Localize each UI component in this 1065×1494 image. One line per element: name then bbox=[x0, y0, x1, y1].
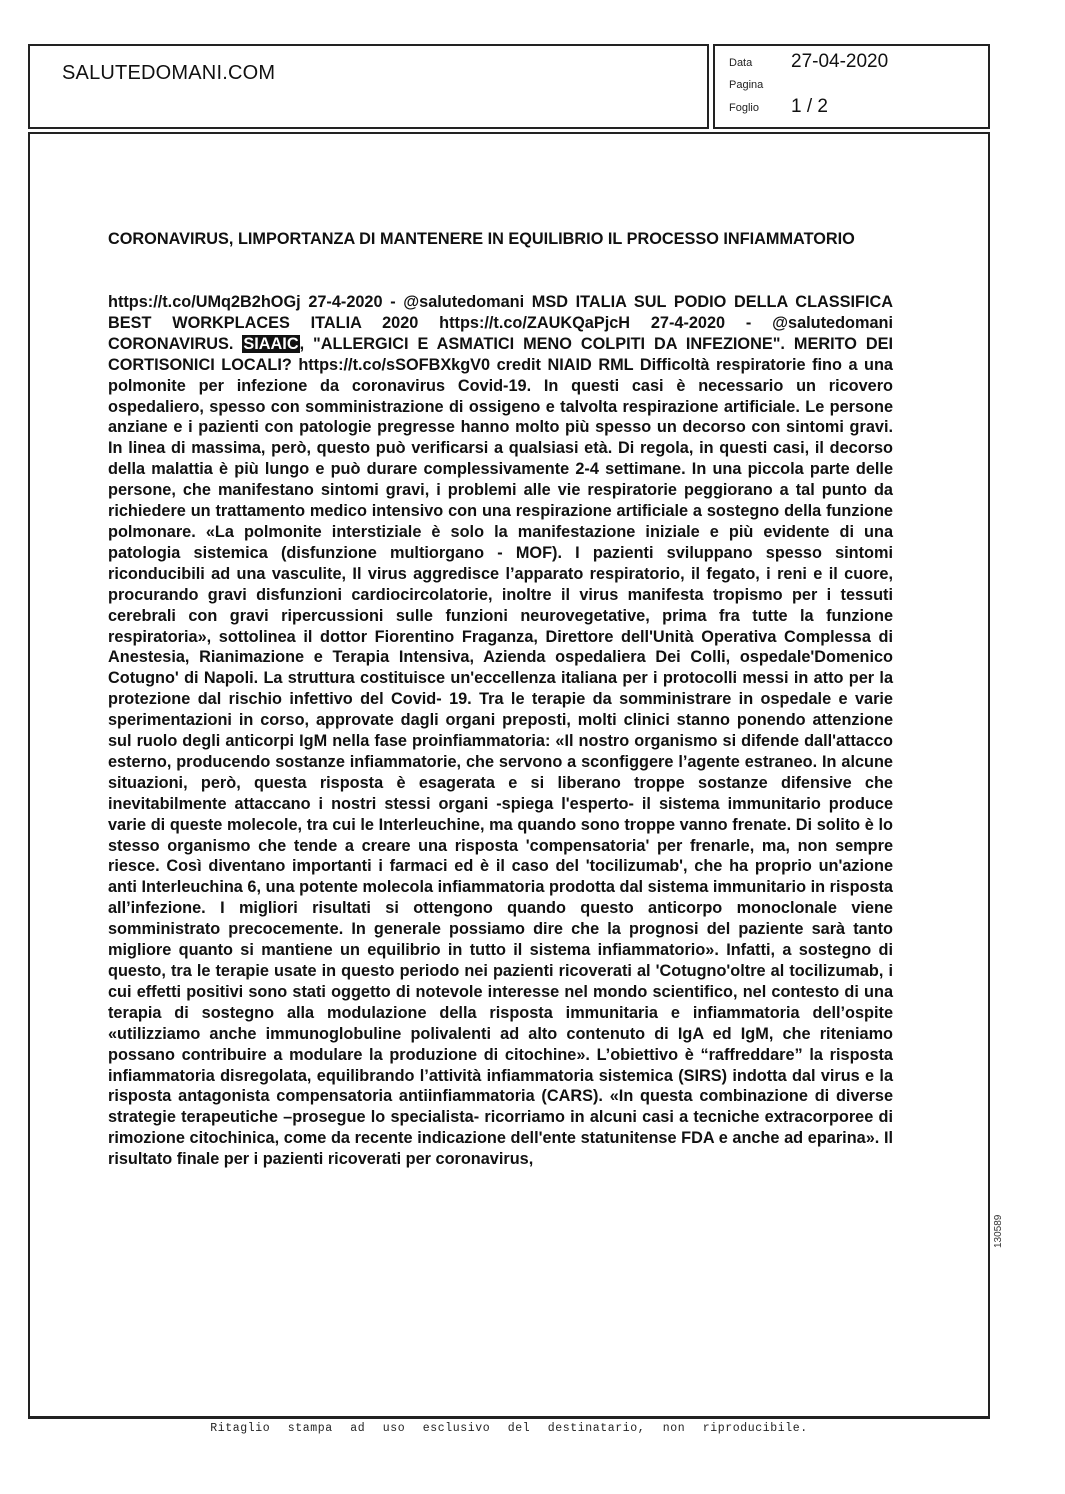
header-site-box bbox=[28, 44, 709, 129]
highlighted-term: SIAAIC bbox=[243, 334, 299, 353]
footer-disclaimer: Ritaglio stampa ad uso esclusivo del destinatario, non riproducibile. bbox=[210, 1422, 808, 1435]
date-label: Data bbox=[729, 57, 753, 69]
sheet-value: 1 / 2 bbox=[791, 96, 828, 117]
article-body: Difficoltà respiratorie fino a una polmonite per infezione da coronavirus Covid-19. In questi casi è necessario un ricovero ospedaliero, spesso con somministrazione di ossigeno e talvolta respirazione artificiale. Le persone anziane e i pazienti con patologie pregresse hanno molto più spesso un decorso con sintomi gravi. In linea di massima, però, questo può verificarsi a qualsiasi età. Di regola, in questi casi, il decorso della malattia è più lungo e può durare complessivamente 2-4 settimane. In una piccola parte delle persone, che manifestano sintomi gravi, i problemi alle vie respiratorie peggiorano a tal punto da richiedere un trattamento medico intensivo con una respirazione artificiale a sostegno della funzione polmonare. «La polmonite interstiziale è solo la manifestazione iniziale e più evidente di una patologia sistemica (disfunzione multiorgano - MOF). I pazienti sviluppano spesso sintomi riconducibili ad una vasculite, Il virus aggredisce l’apparato respiratorio, il fegato, i reni e il cuore, procurando gravi disfunzioni cardiocircolatorie, inoltre il virus manifesta tropismo per i tessuti cerebrali con gravi ripercussioni sulle funzioni neurovegetative, prima fra tutte la funzione respiratoria», sottolinea il dottor Fiorentino Fraganza, Direttore dell'Unità Operativa Complessa di Anestesia, Rianimazione e Terapia Intensiva, Azienda ospedaliera Dei Colli, ospedale'Domenico Cotugno' di Napoli. La struttura costituisce un'eccellenza italiana per i protocolli messi in atto per la protezione dal rischio infettivo del Covid- 19. Tra le terapie da somministrare in ospedale e varie sperimentazioni in corso, approvate dagli organi preposti, molti clinici stanno ponendo attenzione sul ruolo degli anticorpi IgM nella fase proinfiammatoria: «Il nostro organismo si difende dall'attacco esterno, producendo sostanze infiammatorie, che servono a sconfiggere l’agente estraneo. In alcune situazioni, però, questa risposta è esagerata e si liberano troppe sostanze difensive che inevitabilmente attaccano i nostri stessi organi -spiega l'esperto- il sistema immunitario produce varie di queste molecole, tra cui le Interleuchine, ma quando sono troppe vanno frenate. Di solito è lo stesso organismo che tende a creare una risposta 'compensatoria' per frenarle, ma, non sempre riesce. Così diventano importanti i farmaci ed è il caso del 'tocilizumab', che ha proprio un'azione anti Interleuchina 6, una potente molecola infiammatoria prodotta dal sistema immunitario in risposta all’infezione. I migliori risultati si ottengono quando questo anticorpo monoclonale viene somministrato precocemente. In generale possiamo dire che la prognosi del paziente sarà tanto migliore quanto si mantiene un equilibrio in tutto il sistema infiammatorio». Infatti, a sostegno di questo, tra le terapie usate in questo periodo nei pazienti ricoverati al 'Cotugno'oltre al tocilizumab, i cui effetti positivi sono stati oggetto di notevole interesse nel mondo scientifico, nel contesto di una terapia di sostegno alla modulazione della risposta immunitaria e infiammatoria dell’ospite «utilizziamo anche immunoglobuline polivalenti ad alto contenuto di IgA ed IgM, che riteniamo possano contribuire a modulare la produzione di citochine». L’obiettivo è “raffreddare” la risposta infiammatoria disregolata, equilibrando l’attività infiammatoria sistemica (SIRS) indotta dal virus e la risposta antagonista compensatoria antiinfiammatoria (CARS). «In questa combinazione di diverse strategie terapeutiche –prosegue lo specialista- ricorriamo in alcuni casi a tecniche extracorporee di rimozione citochinica, come da recente indicazione dell'ente statunitense FDA e anche ad eparina». Il risultato finale per i pazienti ricoverati per coronavirus, bbox=[108, 355, 893, 1169]
article-text bbox=[108, 292, 893, 1170]
article-intro-cont: , "ALLERGICI E ASMATICI MENO COLPITI DA INFEZIONE". MERITO DEI CORTISONICI LOCALI? https://t.co/sSOFBXkgV0 credit NIAID RML bbox=[108, 334, 893, 374]
header-meta-box bbox=[713, 44, 990, 129]
sheet-label: Foglio bbox=[729, 102, 759, 114]
footer-divider bbox=[28, 1418, 990, 1419]
article-title: CORONAVIRUS, LIMPORTANZA DI MANTENERE IN EQUILIBRIO IL PROCESSO INFIAMMATORIO bbox=[108, 230, 855, 248]
archive-code: 130589 bbox=[993, 1214, 1004, 1248]
date-value: 27-04-2020 bbox=[791, 51, 889, 72]
site-name: SALUTEDOMANI.COM bbox=[62, 62, 276, 84]
page-label: Pagina bbox=[729, 79, 764, 91]
article-intro: https://t.co/UMq2B2hOGj 27-4-2020 - @salutedomani MSD ITALIA SUL PODIO DELLA CLASSIFICA BEST WORKPLACES ITALIA 2020 https://t.co/ZAUKQaPjcH 27-4-2020 - @salutedomani CORONAVIRUS. bbox=[108, 293, 893, 353]
